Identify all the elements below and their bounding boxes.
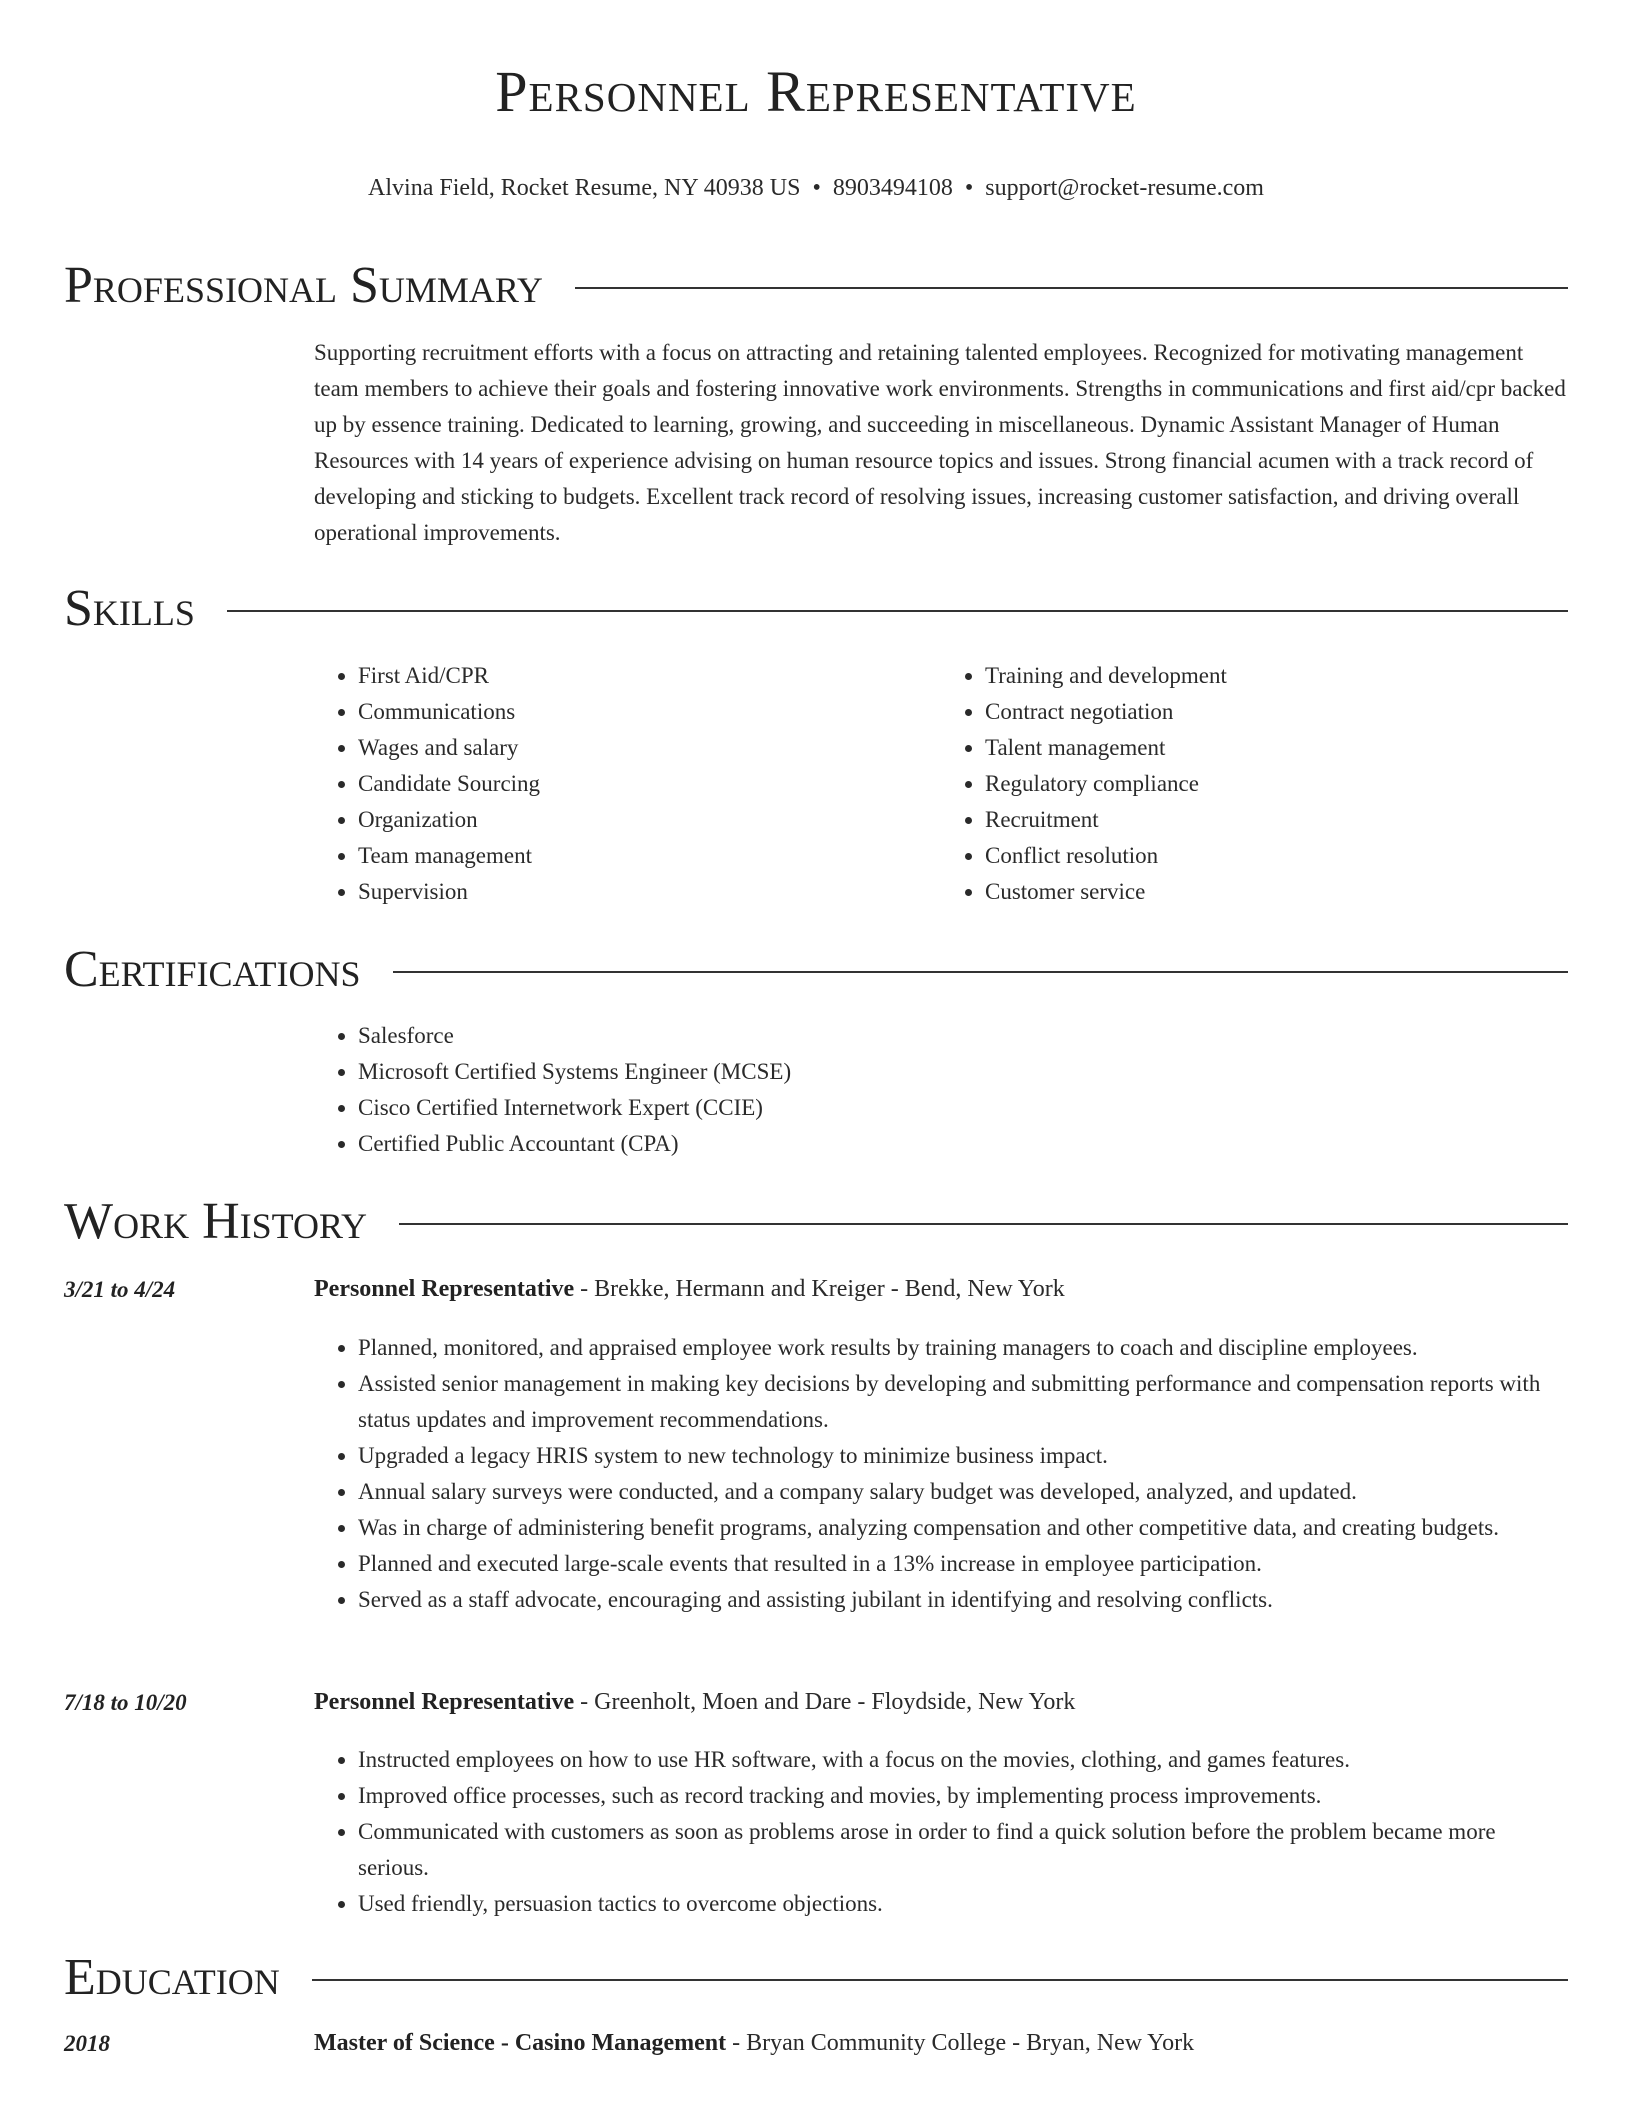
job-title: Personnel Representative — [314, 1276, 575, 1302]
job-employer: - Greenholt, Moen and Dare - Floydside, New York — [574, 1689, 1076, 1715]
job-bullet: • Used friendly, persuasion tactics to overcome objections. — [358, 1886, 1568, 1922]
skill-item: • Customer service — [985, 874, 1568, 910]
skill-item: • Communications — [358, 694, 941, 730]
skill-item: • Recruitment — [985, 802, 1568, 838]
contact-separator: • — [812, 175, 821, 201]
job-bullet: • Annual salary surveys were conducted, and a company salary budget was developed, analyzed, and updated. — [358, 1474, 1568, 1510]
education-section-header — [64, 1946, 1568, 2010]
skills-section-header — [64, 577, 1568, 641]
job-title: Personnel Representative — [314, 1689, 575, 1715]
job-bullet: • Instructed employees on how to use HR software, with a focus on the movies, clothing, and games features. — [358, 1742, 1568, 1778]
education-school: - Bryan Community College - Bryan, New York — [726, 2030, 1195, 2056]
contact-separator: • — [964, 175, 974, 201]
section-divider — [227, 610, 1568, 612]
education-heading-line — [314, 2030, 1568, 2057]
job-bullets — [314, 1742, 1568, 1922]
education-heading: Education — [64, 1949, 280, 2006]
skill-item: • Candidate Sourcing — [358, 766, 941, 802]
certification-item: • Microsoft Certified Systems Engineer (MCSE) — [358, 1054, 1568, 1090]
job-bullet: • Upgraded a legacy HRIS system to new technology to minimize business impact. — [358, 1438, 1568, 1474]
job-bullet: • Communicated with customers as soon as problems arose in order to find a quick solution before the problem became more serious. — [358, 1814, 1568, 1886]
contact-email: support@rocket-resume.com — [985, 175, 1264, 201]
skill-item: • First Aid/CPR — [358, 658, 941, 694]
skill-item: • Wages and salary — [358, 730, 941, 766]
skill-item: • Team management — [358, 838, 941, 874]
certification-item: • Salesforce — [358, 1018, 1568, 1054]
skills-list — [314, 658, 1568, 910]
contact-phone: 8903494108 — [832, 175, 953, 201]
work-history-section-header — [64, 1190, 1568, 1254]
job-bullet: • Improved office processes, such as record tracking and movies, by implementing process improvements. — [358, 1778, 1568, 1814]
certifications-section-header — [64, 938, 1568, 1002]
job-heading — [314, 1276, 1568, 1303]
skill-item: • Contract negotiation — [985, 694, 1568, 730]
contact-line — [0, 175, 1632, 202]
section-divider — [312, 1979, 1568, 1981]
job-bullet: • Planned and executed large-scale events that resulted in a 13% increase in employee participation. — [358, 1546, 1568, 1582]
summary-section-header — [64, 254, 1568, 318]
summary-text: Supporting recruitment efforts with a focus on attracting and retaining talented employees. Recognized for motivating management team members to achieve their goals and fostering innovative work environments. Strengths in communications and first aid/cpr backed up by essence training. Dedicated to learning, growing, and succeeding in miscellaneous. Dynamic Assistant Manager of Human Resources with 14 years of experience advising on human resource topics and issues. Strong financial acumen with a track record of developing and sticking to budgets. Excellent track record of resolving issues, increasing customer satisfaction, and driving overall operational improvements. — [314, 340, 1566, 545]
skills-column-left — [314, 658, 941, 910]
skills-column-right — [941, 658, 1568, 910]
skill-item: • Supervision — [358, 874, 941, 910]
job-bullet: • Assisted senior management in making key decisions by developing and submitting performance and compensation reports with status updates and improvement recommendations. — [358, 1366, 1568, 1438]
work-history-heading: Work History — [64, 1193, 368, 1250]
section-divider — [399, 1223, 1568, 1225]
education-year: 2018 — [64, 2031, 110, 2056]
resume-name: Personnel Representative — [495, 59, 1137, 124]
job-heading — [314, 1689, 1568, 1716]
job-bullet: • Planned, monitored, and appraised employee work results by training managers to coach and discipline employees. — [358, 1330, 1568, 1366]
job-bullet: • Was in charge of administering benefit programs, analyzing compensation and other competitive data, and creating budgets. — [358, 1510, 1568, 1546]
education-degree: Master of Science - Casino Management — [314, 2030, 727, 2056]
job-bullets — [314, 1330, 1568, 1618]
skill-item: • Talent management — [985, 730, 1568, 766]
contact-address: Alvina Field, Rocket Resume, NY 40938 US — [368, 175, 801, 201]
skill-item: • Organization — [358, 802, 941, 838]
section-divider — [393, 971, 1568, 973]
summary-heading: Professional Summary — [64, 257, 543, 314]
skills-heading: Skills — [64, 580, 195, 637]
certification-item: • Cisco Certified Internetwork Expert (CCIE) — [358, 1090, 1568, 1126]
skill-item: • Conflict resolution — [985, 838, 1568, 874]
job-bullet: • Served as a staff advocate, encouraging and assisting jubilant in identifying and resolving conflicts. — [358, 1582, 1568, 1618]
job-dates: 3/21 to 4/24 — [64, 1277, 176, 1302]
job-dates: 7/18 to 10/20 — [64, 1690, 187, 1715]
job-employer: - Brekke, Hermann and Kreiger - Bend, New York — [574, 1276, 1065, 1302]
section-divider — [575, 287, 1568, 289]
certifications-heading: Certifications — [64, 941, 361, 998]
certification-item: • Certified Public Accountant (CPA) — [358, 1126, 1568, 1162]
certifications-list — [314, 1018, 1568, 1162]
skill-item: • Training and development — [985, 658, 1568, 694]
skill-item: • Regulatory compliance — [985, 766, 1568, 802]
